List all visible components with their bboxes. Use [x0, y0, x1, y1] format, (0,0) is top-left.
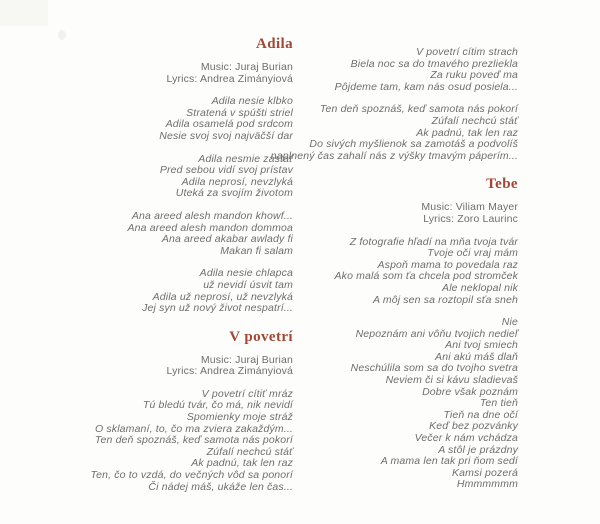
lyric-line: naplnený čas zahalí nás z výšky tmavým páperím... [270, 149, 518, 162]
lyric-line: Spomienky moje stráž [186, 411, 293, 424]
credit-line: Music: Juraj Burian [200, 61, 293, 73]
stanza [208, 104, 518, 162]
lyric-line: Adila nesie klbko [211, 95, 293, 108]
song-continuation [208, 47, 518, 162]
lyric-line: Nie [501, 316, 518, 329]
song-title: Adila [255, 36, 293, 52]
lyric-line: Ana areed akabar awlady fi [161, 233, 293, 246]
stanza [208, 47, 518, 93]
song-credits [208, 202, 518, 225]
right-column [208, 47, 518, 491]
lyric-line: Dobre však poznám [422, 385, 518, 398]
lyric-line: Z fotografie hľadí na mňa tvoja tvár [349, 235, 518, 248]
lyric-line: A mama len tak pri ňom sedí [380, 455, 518, 468]
lyric-line: Ten tieň [479, 397, 518, 410]
lyric-line: Neschúlila som sa do tvojho svetra [350, 362, 518, 375]
lyric-line: V povetrí cítiť mráz [201, 387, 293, 400]
stanza [208, 237, 518, 307]
lyric-line: Zúfalí nechcú stáť [206, 445, 293, 458]
scan-artifact [0, 0, 48, 26]
lyric-line: Tvoje oči vraj mám [427, 247, 518, 260]
lyric-line: A stôl je prázdny [438, 443, 518, 456]
lyric-line: Ana areed alesh mandon dommoa [127, 221, 293, 234]
lyric-line: Pôjdeme tam, kam nás osud posiela... [334, 80, 518, 93]
lyric-line: Ale neklopal nik [442, 281, 518, 294]
lyric-line: Zúfalí nechcú stáť [431, 114, 518, 127]
lyric-line: Tú bledú tvár, čo má, nik nevidí [142, 399, 293, 412]
lyric-line: A môj sen sa roztopil sťa sneh [373, 293, 518, 306]
lyric-line: Adila neprosí, nevzlyká [181, 175, 293, 188]
lyric-line: Ana areed alesh mandon khowf... [131, 209, 293, 222]
lyric-line: Ani akú máš dlaň [435, 350, 518, 363]
lyric-line: Adila nesie chlapca [199, 267, 293, 280]
lyric-line: Adila už neprosí, už nevzlyká [152, 290, 293, 303]
lyric-line: Večer k nám vchádza [414, 432, 518, 445]
lyric-line: O sklamaní, to, čo ma zviera zakaždým... [95, 422, 293, 435]
credit-line: Music: Juraj Burian [200, 353, 293, 366]
lyric-line: Neviem či si kávu sladievaš [385, 374, 518, 387]
lyric-line: Kamsi pozerá [452, 466, 518, 479]
lyric-line: Nesie svoj svoj najväčší dar [159, 129, 293, 142]
lyric-line: už nevidí úsvit tam [203, 278, 293, 291]
lyric-line: Aspoň mama to povedala raz [377, 258, 518, 271]
lyric-line: Hmmmmmm [456, 478, 518, 491]
lyric-line: Pred sebou vidí svoj prístav [159, 164, 293, 177]
lyric-line: Nepoznám ani vôňu tvojich nedieľ [355, 327, 518, 340]
lyric-line: Makan fi salam [220, 244, 293, 257]
lyric-line: Ten deň spoznáš, keď samota nás pokorí [94, 434, 293, 447]
song-title: Tebe [486, 176, 518, 193]
lyric-line: Adila nesmie zastať [198, 152, 293, 165]
lyric-line: V povetrí cítim strach [416, 46, 518, 58]
lyric-line: Či nádej máš, ukáže len čas... [148, 480, 293, 493]
lyric-line: Biela noc sa do tmavého prezliekla [350, 57, 518, 70]
credit-line: Lyrics: Andrea Zimányiová [166, 365, 293, 378]
lyric-line: Ak padnú, tak len raz [191, 457, 293, 470]
lyric-line: Uteká za svojím životom [175, 187, 293, 200]
lyric-line: Za ruku poveď ma [430, 69, 518, 82]
lyric-line: Ak padnú, tak len raz [416, 126, 518, 139]
lyric-line: Ten deň spoznáš, keď samota nás pokorí [319, 103, 518, 116]
song-section [208, 176, 518, 491]
lyric-line: Jej syn už nový život nespatrí... [142, 302, 293, 315]
lyric-line: Stratená v spúšti striel [186, 106, 293, 119]
lyric-line: Keď bez pozvánky [429, 420, 518, 433]
credit-line: Lyrics: Zoro Laurinc [423, 212, 518, 225]
stanza [208, 317, 518, 491]
lyric-line: Ten, čo to vzdá, do večných vôd sa ponorí [90, 469, 293, 482]
credit-line: Music: Viliam Mayer [421, 201, 518, 214]
credit-line: Lyrics: Andrea Zimányiová [166, 72, 293, 85]
lyric-line: Tieň na dne očí [443, 408, 518, 421]
lyric-line: Ani tvoj smiech [445, 339, 518, 352]
lyric-line: Do sivých myšlienok sa zamotáš a podvolíš [309, 138, 518, 151]
lyric-line: Adila osamelá pod srdcom [165, 118, 293, 131]
song-title: V povetrí [229, 328, 293, 345]
lyric-line: Ako malá som ťa chcela pod stromček [334, 270, 518, 283]
